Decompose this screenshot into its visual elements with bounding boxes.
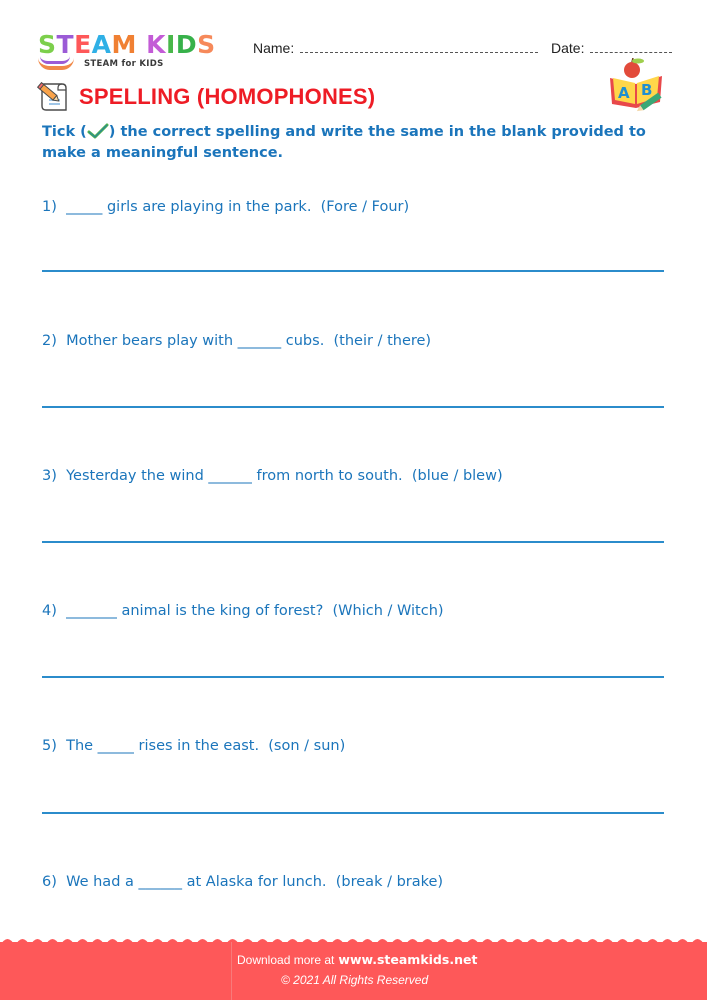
worksheet-title: SPELLING (HOMOPHONES) <box>79 84 376 109</box>
logo-letter <box>137 30 146 60</box>
download-text: Download more at <box>237 953 335 967</box>
logo-letter: E <box>74 30 92 59</box>
steam-kids-logo <box>36 30 236 74</box>
logo-letter: I <box>166 30 176 59</box>
logo-letter: D <box>175 30 198 59</box>
instruction-text-end: ) the correct spelling and write the same in the blank provided to make a meaningful sentence. <box>42 124 646 161</box>
question-3: 3) Yesterday the wind ______ from north to south. (blue / blew) <box>42 468 503 484</box>
date-label: Date: <box>551 40 585 56</box>
logo-letter: S <box>38 30 57 59</box>
logo-smile-orange <box>38 58 74 70</box>
abc-book-icon <box>606 58 666 112</box>
footer-copyright: © 2021 All Rights Reserved <box>281 973 429 987</box>
footer-divider <box>231 942 232 1000</box>
checkmark-icon <box>87 123 109 139</box>
question-1: 1) _____ girls are playing in the park. (Fore / Four) <box>42 199 410 215</box>
svg-text:B: B <box>641 81 653 99</box>
logo-letter: K <box>146 30 166 59</box>
logo-letter: A <box>91 30 112 59</box>
instruction-text-start: Tick ( <box>42 124 87 140</box>
pencil-paper-icon <box>36 80 70 114</box>
answer-line-3[interactable] <box>42 541 664 543</box>
footer <box>0 942 707 1000</box>
answer-line-1[interactable] <box>42 270 664 272</box>
footer-download <box>237 952 477 967</box>
question-2: 2) Mother bears play with ______ cubs. (their / there) <box>42 333 432 349</box>
name-input-line[interactable] <box>300 52 538 53</box>
question-6: 6) We had a ______ at Alaska for lunch. (break / brake) <box>42 874 444 890</box>
logo-letter: S <box>197 30 216 59</box>
instructions <box>42 122 672 164</box>
date-input-line[interactable] <box>590 52 672 53</box>
name-label: Name: <box>253 40 295 56</box>
logo-letter: M <box>111 30 137 59</box>
answer-line-2[interactable] <box>42 406 664 408</box>
date-field[interactable] <box>551 40 672 56</box>
logo-letter: T <box>56 30 75 59</box>
name-field[interactable] <box>253 40 538 56</box>
svg-text:A: A <box>618 84 630 102</box>
question-4: 4) _______ animal is the king of forest? (Which / Witch) <box>42 603 444 619</box>
question-5: 5) The _____ rises in the east. (son / sun) <box>42 738 346 754</box>
answer-line-5[interactable] <box>42 812 664 814</box>
website-link[interactable]: www.steamkids.net <box>338 952 478 967</box>
logo-tagline: STEAM for KIDS <box>84 59 164 69</box>
answer-line-4[interactable] <box>42 676 664 678</box>
